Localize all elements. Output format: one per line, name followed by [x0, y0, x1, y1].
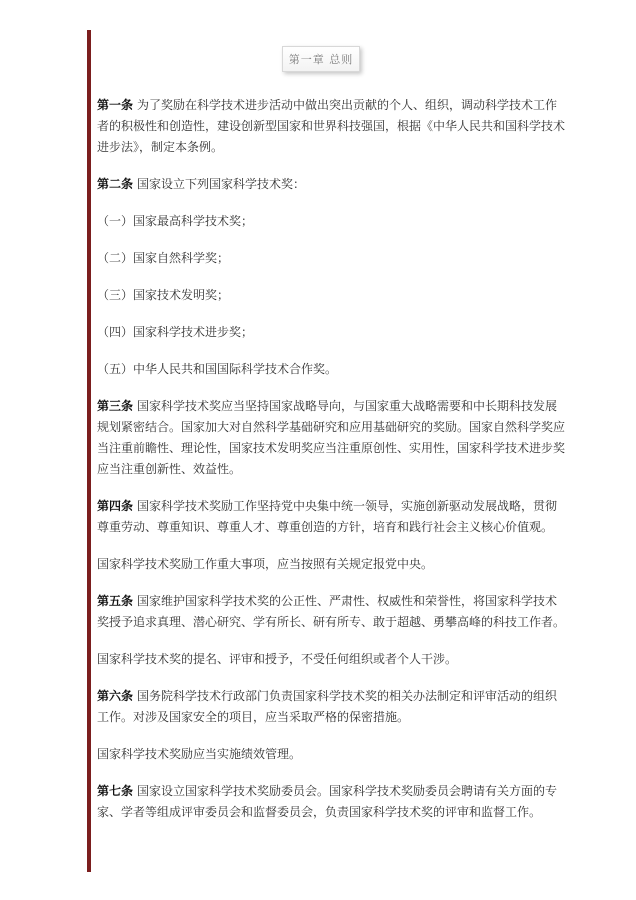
article-4-extra: 国家科学技术奖励工作重大事项，应当按照有关规定报党中央。 — [97, 557, 434, 571]
article-4-text: 国家科学技术奖励工作坚持党中央集中统一领导，实施创新驱动发展战略，贯彻尊重劳动、尊重知识、尊重人才、尊重创造的方针，培育和践行社会主义核心价值观。 — [97, 499, 558, 534]
article-1-text: 为了奖励在科学技术进步活动中做出突出贡献的个人、组织，调动科学技术工作者的积极性和创造性，建设创新型国家和世界科技强国，根据《中华人民共和国科学技术进步法》，制定本条例。 — [97, 98, 566, 154]
article-1 — [97, 95, 567, 158]
article-3-title: 第三条 — [97, 399, 134, 413]
article-6-title: 第六条 — [97, 689, 134, 703]
article-7 — [97, 781, 567, 823]
article-5-text: 国家维护国家科学技术奖的公正性、严肃性、权威性和荣誉性，将国家科学技术奖授予追求真理、潜心研究、学有所长、研有所专、敢于超越、勇攀高峰的科技工作者。 — [97, 594, 566, 629]
chapter-heading-badge — [282, 46, 360, 72]
article-2-title: 第二条 — [97, 177, 134, 191]
article-3-text: 国家科学技术奖应当坚持国家战略导向，与国家重大战略需要和中长期科技发展规划紧密结合。国家加大对自然科学基础研究和应用基础研究的奖励。国家自然科学奖应当注重前瞻性、理论性，国家技术发明奖应当注重原创性、实用性，国家科学技术进步奖应当注重创新性、效益性。 — [97, 399, 566, 476]
article-4-title: 第四条 — [97, 499, 134, 513]
article-2-text: 国家设立下列国家科学技术奖： — [137, 177, 306, 191]
article-5-extra: 国家科学技术奖的提名、评审和授予，不受任何组织或者个人干涉。 — [97, 652, 458, 666]
article-7-title: 第七条 — [97, 784, 134, 798]
article-2 — [97, 174, 567, 195]
article-2-item-5: （五）中华人民共和国国际科学技术合作奖。 — [97, 362, 338, 376]
article-2-item-2: （二）国家自然科学奖； — [97, 251, 230, 265]
article-6-extra: 国家科学技术奖励应当实施绩效管理。 — [97, 747, 302, 761]
article-1-title: 第一条 — [97, 98, 134, 112]
article-2-item-4: （四）国家科学技术进步奖； — [97, 325, 254, 339]
article-content — [97, 95, 567, 823]
chapter-heading: 第一章 总则 — [288, 53, 354, 66]
left-accent-rule — [87, 30, 91, 872]
article-6 — [97, 686, 567, 728]
article-6-text: 国务院科学技术行政部门负责国家科学技术奖的相关办法制定和评审活动的组织工作。对涉及国家安全的项目，应当采取严格的保密措施。 — [97, 689, 558, 724]
article-2-item-3: （三）国家技术发明奖； — [97, 288, 230, 302]
article-5 — [97, 591, 567, 633]
article-2-item-1: （一）国家最高科学技术奖； — [97, 214, 254, 228]
article-5-title: 第五条 — [97, 594, 134, 608]
article-3 — [97, 396, 567, 480]
article-7-text: 国家设立国家科学技术奖励委员会。国家科学技术奖励委员会聘请有关方面的专家、学者等组成评审委员会和监督委员会，负责国家科学技术奖的评审和监督工作。 — [97, 784, 558, 819]
article-4 — [97, 496, 567, 538]
